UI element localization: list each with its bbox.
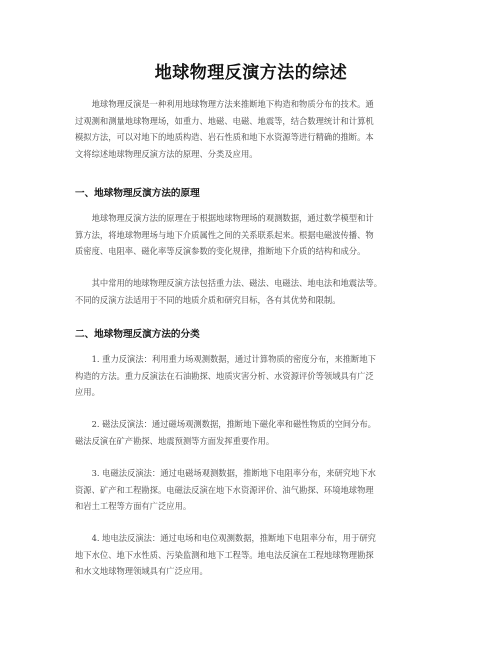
text-line: 磁法反演在矿产勘探、地震预测等方面发挥重要作用。 — [75, 435, 275, 446]
document-title: 地球物理反演方法的综述 — [154, 63, 348, 83]
list-item-electromagnetic — [75, 465, 435, 515]
section-heading-classification: 二、地球物理反演方法的分类 — [75, 329, 200, 340]
text-line: 文将综述地球物理反演方法的原理、分类及应用。 — [75, 148, 258, 159]
text-line: 算方法，将地球物理场与地下介质属性之间的关系联系起来。根据电磁波传播、物 — [75, 229, 374, 240]
principle-paragraph-2 — [75, 275, 435, 308]
text-line: 1. 重力反演法：利用重力场观测数据，通过计算物质的密度分布，来推断地下 — [75, 354, 376, 364]
text-line: 3. 电磁法反演法：通过电磁场观测数据，推断地下电阻率分布，来研究地下水 — [75, 468, 376, 478]
list-item-geoelectric — [75, 530, 435, 580]
text-line: 4. 地电法反演法：通过电场和电位观测数据，推断地下电阻率分布，用于研究 — [75, 533, 376, 543]
text-line: 质密度、电阻率、磁化率等反演参数的变化规律，推断地下介质的结构和成分。 — [75, 246, 366, 256]
text-line: 和水文地球物理领域具有广泛应用。 — [75, 566, 208, 576]
text-line: 地下水位、地下水性质、污染监测和地下工程等。地电法反演在工程地球物理勘探 — [75, 549, 374, 560]
text-line: 过观测和测量地球物理场，如重力、地磁、电磁、地震等，结合数理统计和计算机 — [75, 115, 374, 126]
text-line: 地球物理反演是一种利用地球物理方法来推断地下构造和物质分布的技术。通 — [75, 99, 374, 109]
text-line: 模拟方法，可以对地下的地质构造、岩石性质和地下水资源等进行精确的推断。本 — [75, 132, 374, 142]
text-line: 其中常用的地球物理反演方法包括重力法、磁法、电磁法、地电法和地震法等。 — [75, 278, 382, 288]
list-item-magnetic — [75, 416, 435, 449]
text-line: 2. 磁法反演法：通过磁场观测数据，推断地下磁化率和磁性物质的空间分布。 — [75, 419, 376, 429]
intro-paragraph — [75, 96, 435, 162]
text-line: 构造的方法。重力反演法在石油勘探、地质灾害分析、水资源评价等领域具有广泛 — [75, 370, 374, 381]
principle-paragraph-1 — [75, 210, 435, 260]
list-item-gravity — [75, 351, 435, 401]
text-line: 资源、矿产和工程勘探。电磁法反演在地下水资源评价、油气勘探、环境地球物理 — [75, 484, 374, 495]
text-line: 应用。 — [75, 387, 100, 397]
text-line: 和岩土工程等方面有广泛应用。 — [75, 501, 192, 511]
text-line: 不同的反演方法适用于不同的地质介质和研究目标，各有其优势和限制。 — [75, 294, 341, 305]
section-heading-principle: 一、地球物理反演方法的原理 — [75, 188, 200, 199]
text-line: 地球物理反演方法的原理在于根据地球物理场的观测数据，通过数学模型和计 — [75, 213, 374, 223]
